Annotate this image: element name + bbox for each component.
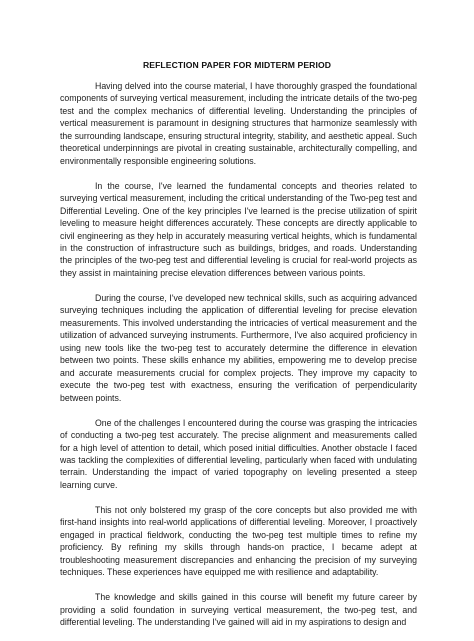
paragraph-6: The knowledge and skills gained in this course will benefit my future career by providing a solid foundation in surveying vertical measurement, the two-peg test, and differential leveling. The understanding I've gained will aid in my aspirations to design and: [60, 592, 417, 628]
paragraph-5: This not only bolstered my grasp of the core concepts but also provided me with first-hand insights into real-world applications of differential leveling. Moreover, I proactively engaged in practical fieldwork, conducting the two-peg test multiple times to refine my proficiency. By refining my skills through hands-on practice, I became adept at troubleshooting measurement discrepancies and enhancing the precision of my surveying techniques. These experiences have equipped me with resilience and adaptability.: [60, 504, 417, 578]
document-body: [60, 80, 417, 641]
paragraph-1: Having delved into the course material, I have thoroughly grasped the foundational components of surveying vertical measurement, including the intricate details of the two-peg test and the complex mechanics of differential leveling. Understanding the principles of vertical measurement is paramount in designing structures that harmonize seamlessly with the surrounding landscape, ensuring structural integrity, stability, and aesthetic appeal. Such theoretical underpinnings are pivotal in creating sustainable, architecturally compelling, and environmentally responsible engineering solutions.: [60, 81, 417, 166]
page-title: REFLECTION PAPER FOR MIDTERM PERIOD: [142, 60, 332, 70]
paragraph-4: One of the challenges I encountered during the course was grasping the intricacies of conducting a two-peg test accurately. The precise alignment and measurements called for a high level of attention to detail, which posed initial difficulties. Another obstacle I faced was tackling the complexities of differential leveling, particularly when faced with undulating terrain. Understanding the impact of varied topography on leveling presented a steep learning curve.: [60, 417, 417, 490]
paragraph-3: During the course, I've developed new technical skills, such as acquiring advanced surveying techniques including the application of differential leveling for precise elevation measurements. This involved understanding the intricacies of vertical measurement and the utilization of advanced surveying instruments. Furthermore, I've also acquired proficiency in using new tools like the two-peg test to accurately determine the difference in elevation between two points. These skills enhance my abilities, empowering me to develop precise and accurate measurements crucial for complex projects. They improve my capacity to execute the two-peg test with exactness, ensuring the verification of perpendicularity between points.: [60, 292, 417, 403]
paragraph-2: In the course, I've learned the fundamental concepts and theories related to surveying vertical measurement, including the critical understanding of the Two-peg test and Differential Leveling. One of the key principles I've learned is the precise utilization of spirit leveling to measure height differences accurately. These concepts are directly applicable to civil engineering as they help in accurately measuring vertical heights, which is fundamental in the construction of infrastructure such as buildings, bridges, and roads. Understanding the principles of the two-peg test and differential leveling is crucial for real-world projects as they assist in maintaining precise elevation differences between various points.: [60, 180, 417, 278]
